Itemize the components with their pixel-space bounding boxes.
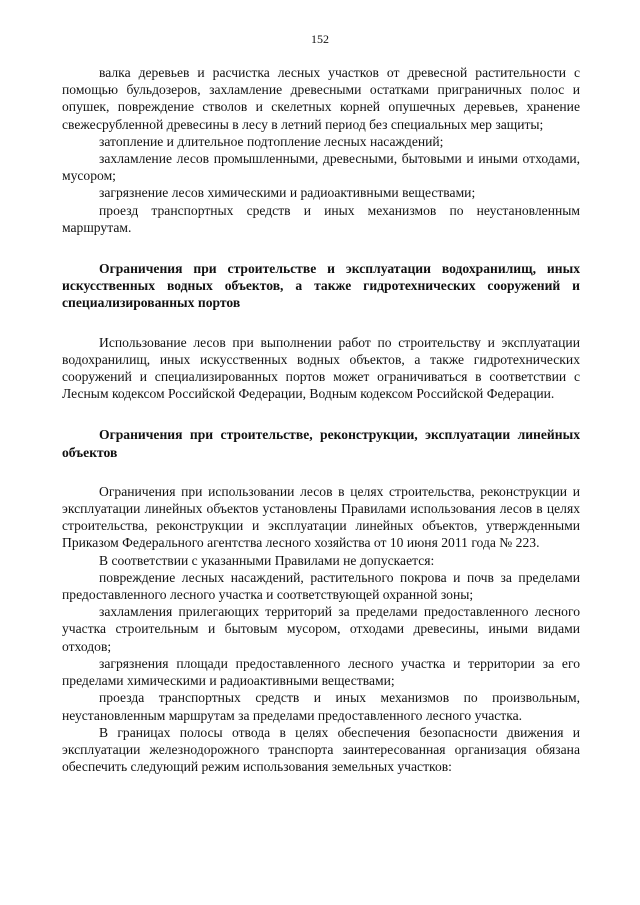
paragraph: загрязнения площади предоставленного лесного участка и территории за его пределами химическими и радиоактивными веществами; [62,655,580,689]
paragraph: затопление и длительное подтопление лесных насаждений; [99,133,444,149]
paragraph: повреждение лесных насаждений, растительного покрова и почв за пределами предоставленного лесного участка и соответствующей охранной зоны; [62,569,580,603]
paragraph: В границах полосы отвода в целях обеспечения безопасности движения и эксплуатации железнодорожного транспорта заинтересованная организация обязана обеспечить следующий режим использования земельных участков: [62,724,580,775]
page-number: 152 [311,32,329,46]
paragraph: проезд транспортных средств и иных механизмов по неустановленным маршрутам. [62,202,580,235]
section-prohibitions-list [62,64,580,236]
section-heading-linear-objects: Ограничения при строительстве, реконструкции, эксплуатации линейных объектов [62,427,580,460]
paragraph: загрязнение лесов химическими и радиоактивными веществами; [99,185,476,201]
section-linear-objects [62,483,580,775]
section-reservoirs [62,334,580,403]
paragraph: В соответствии с указанными Правилами не допускается: [99,552,435,568]
paragraph: захламление лесов промышленными, древесными, бытовыми и иными отходами, мусором; [62,151,580,184]
paragraph: Ограничения при использовании лесов в целях строительства, реконструкции и эксплуатации линейных объектов установлены Правилами использования лесов в целях строительства, реконструкции и эксплуатации линейных объектов, утвержденными Приказом Федерального агентства лесного хозяйства от 10 июня 2011 года № 223. [62,483,580,551]
section-heading-reservoirs: Ограничения при строительстве и эксплуатации водохранилищ, иных искусственных водных объектов, а также гидротехнических сооружений и специализированных портов [62,261,580,311]
paragraph: Использование лесов при выполнении работ по строительству и эксплуатации водохранилищ, иных искусственных водных объектов, а также гидротехнических сооружений и специализированных портов может ограничиваться в соответствии с Лесным кодексом Российской Федерации, Водным кодексом Российской Федерации. [62,334,580,402]
paragraph: валка деревьев и расчистка лесных участков от древесной растительности с помощью бульдозеров, захламление древесными остатками приграничных полос и опушек, повреждение стволов и скелетных корней опушечных деревьев, хранение свежесрубленной древесины в лесу в летний период без специальных мер защиты; [62,65,580,132]
paragraph: захламления прилегающих территорий за пределами предоставленного лесного участка строительным и бытовым мусором, отходами древесины, иными видами отходов; [62,604,580,654]
document-body [62,64,580,775]
paragraph: проезда транспортных средств и иных механизмов по произвольным, неустановленным маршрутам за пределами предоставленного лесного участка. [62,690,580,723]
